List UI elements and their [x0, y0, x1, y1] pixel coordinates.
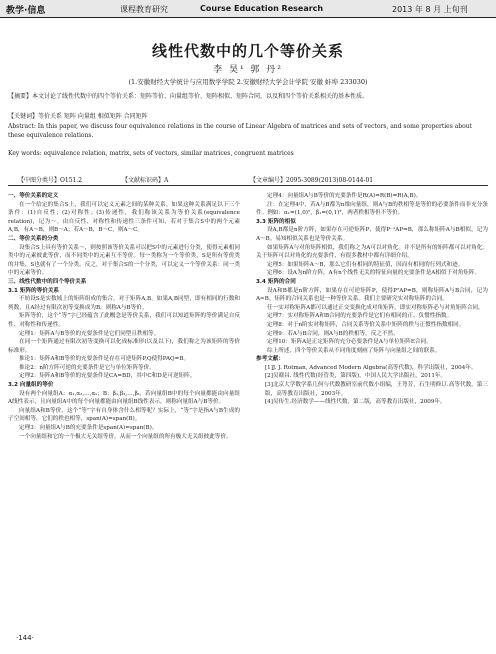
paragraph: 推论1：矩阵A和B等价的充要条件是存在可逆矩阵P,Q使得PAQ=B。 [19, 356, 190, 363]
reference-item: [3]北京大学数学系几何与代数教研室前代数小组编，王萼芳，石生明修订.高等代数，第三版，高等教育出版社，2003年。 [265, 382, 488, 397]
reference-item: [1]J. J. Rotman, Advanced Modern Algebra(高等代数)，科学出版社，2004年。 [265, 364, 477, 371]
paragraph: 设A和B都是n阶方阵，如果存在可逆矩阵P，使得PᵀAP=B，则称矩阵A与B合同，记为A≃B。矩阵的合同关系也是一种等价关系。我们主要研究实对称矩阵的合同。 [256, 287, 488, 303]
section-heading: 3.2 向量组的等价 [8, 382, 54, 389]
paragraph: 如果矩阵A与对角矩阵相似，我们称之为A可以对角化。并不是所有的矩阵都可以对角化。关于矩阵可以对角化的充要条件，有很多教材中都有详细介绍。 [256, 244, 488, 260]
keywords-en: Key words: equivalence relation, matrix, sets of vectors, similar matrices, congruent matrices [8, 150, 294, 157]
paragraph: 设有两个向量组A：α₁,α₂,…,αₛ；B：β₁,β₂,…,βₜ，若向量组B中的每个向量都能由向量组A线性表示，且向量组A中的每个向量都能由向量组B线性表示，则称向量组A与B等价。 [8, 390, 240, 406]
keywords-cn: 【关键词】等价关系 矩阵 向量组 相似矩阵 合同矩阵 [8, 113, 148, 120]
authors: 李 昊¹ 郭 丹² [213, 65, 283, 75]
right-column [256, 192, 488, 632]
article-number: 【文章编号】2095-3089(2013)08-0144-01 [250, 177, 374, 184]
paragraph: 推论2：n阶方阵可逆的充要条件是它与单位矩阵等价。 [19, 364, 155, 371]
section-heading: 一、等价关系的定义 [8, 193, 59, 199]
paragraph: 设集合S上具有等价关系～，则按照该等价关系可以把S中的元素进行分类，使得元素相同类中的元素彼此等价，而不同类中的元素互不等价。每一类称为一个等价类，S是所有等价类的并集，S也就有了一个分类。反之，对于集合S的一个分类，可以定义一个等价关系：同一类中的元素等价。 [8, 244, 240, 277]
section-heading: 3.3 矩阵的相似 [256, 218, 296, 225]
paragraph: 设A,B都是n阶方阵，如果存在可逆矩阵P，使得P⁻¹AP=B，那么称矩阵A与B相似，记为A～B。易知相似关系也是等价关系。 [256, 227, 488, 242]
paragraph: 在一个给定的集合S上，我们可以定义元素之间的某种关系。如果这种关系满足以下三个条件：(1)自反性；(2)对称性；(3)传递性，我们称该关系为等价关系(equivalence relation)，记为～。由自反性、对称性和传递性三条件可知，若对于集合S中的两个元素A,B，有A～B，则B～A；若A～B，B～C，则A～C。 [8, 201, 240, 234]
article-title: 线性代数中的几个等价关系 [151, 42, 344, 60]
section-heading: 二、等价关系的分类 [8, 235, 59, 242]
paragraph: 定理1：矩阵A与B等价的充要条件是它们同型且秩相等。 [19, 330, 160, 337]
reference-item: [2]吴赣昌. 线性代数(经管类，第四版)，中国人民大学出版社，2011年。 [265, 373, 447, 380]
paragraph: 不妨设S是实数域上的矩阵组成的集合。对于矩阵A,B，如果A,B同型，即有相同的行数和列数，且A经过有限次初等变换成为B，则称A与B等价。 [8, 296, 240, 311]
journal-name: 教学·信息 [6, 6, 46, 16]
paragraph: 综上所述，四个等价关系从不同角度刻画了矩阵与向量组之间的联系。 [267, 347, 441, 354]
paragraph: 定理2：矩阵A和B等价的充要条件是CA=BD，其中C和D是可逆矩阵。 [19, 373, 196, 380]
reference-item: [4]吴传生.经济数学——线性代数，第二版，高等教育出版社，2009年。 [265, 399, 446, 406]
journal-name-cn: 课程教育研究 [120, 5, 168, 14]
abstract-en: Abstract: In this paper, we discuss four equivalence relations in the course of Linear Algebra of matrices and sets of vectors, and some properties about these equivalence relations. [8, 123, 473, 139]
paragraph: 矩阵等价，这个“等”字已经蕴含了此概念是等价关系，我们可以知道矩阵的等价满足自反性、对称性和传递性。 [8, 313, 240, 328]
paragraph: 在同一个矩阵通过有限次初等变换可以化成标准形(以及以下)，我们称之为该矩阵的等价标准形。 [8, 339, 240, 354]
affiliation: (1.安徽财经大学统计与应用数学学院 2.安徽财经大学会计学院 安徽 蚌埠 233030) [128, 78, 368, 86]
journal-name-en: Course Education Research [200, 4, 324, 13]
paragraph: 定理7：实对称矩阵A和B合同的充要条件是它们有相同的正、负惯性指数。 [267, 313, 453, 320]
issue-date: 2013 年 8 月 上旬刊 [392, 5, 468, 14]
paragraph: 注：在定理4中，若A与B都为n维向量组，则A与B的秩相等是等价的必要条件而非充分条件。例如：α₁=(1,0)ᵀ，β₁=(0,1)ᵀ，两者秩相等但不等价。 [256, 201, 488, 217]
paragraph: 向量组A和B等价，这个“等”字有自身体含什么相等呢？实际上，“等”字是指A与B生成的子空间相等，它们的秩也相等，span(A)=span(B)。 [8, 407, 240, 423]
paragraph: 任一实对称矩阵A都可以通过正交变换化成对角矩阵，即实对称矩阵必与对角矩阵合同。 [267, 304, 484, 311]
left-column [8, 192, 240, 632]
running-header [0, 0, 496, 18]
section-heading: 3.4 矩阵的合同 [256, 278, 296, 285]
paragraph: 定理10：矩阵A是正定矩阵的充分必要条件是A与单位矩阵E合同。 [267, 339, 432, 346]
section-heading: 三、线性代数中的四个等价关系 [8, 278, 87, 285]
clc-number: 【中图分类号】O151.2 [18, 177, 83, 184]
divider [8, 185, 488, 186]
paragraph: 定理4：向量组A与B等价的充要条件是R(A)=R(B)=R(A,B)。 [267, 193, 422, 199]
paragraph: 一个向量组和它的一个极大无关组等价，从而一个向量组的所有极大无关组彼此等价。 [19, 433, 232, 440]
paragraph: 定理5：如果矩阵A～B，那么它们有相同的特征值，因而有相同的行列式和迹。 [267, 261, 464, 268]
references-heading: 参考文献： [256, 356, 284, 363]
abstract-cn: 【摘要】本文讨论了线性代数中的四个等价关系：矩阵等价、向量组等价、矩阵相似、矩阵合同，以及和四个等价关系相关的基本性质。 [8, 93, 369, 100]
document-code: 【文献标识码】A [122, 177, 169, 184]
section-heading: 3.1 矩阵的等价关系 [8, 287, 60, 294]
paragraph: 定理6：设A为n阶方阵，A有n个线性无关的特征向量的充要条件是A相似于对角矩阵。 [267, 270, 481, 277]
paragraph: 定理3：向量组A与B的充要条件是span(A)=span(B)。 [19, 425, 158, 432]
paragraph: 定理8：对于n阶实对称矩阵，合同关系等价关系中矩阵的秩与正惯性指数相同。 [267, 321, 465, 328]
paragraph: 定理9：若A与B合同，则A与B的秩相等，反之不然。 [267, 330, 399, 337]
page-number: ·144· [16, 634, 34, 642]
